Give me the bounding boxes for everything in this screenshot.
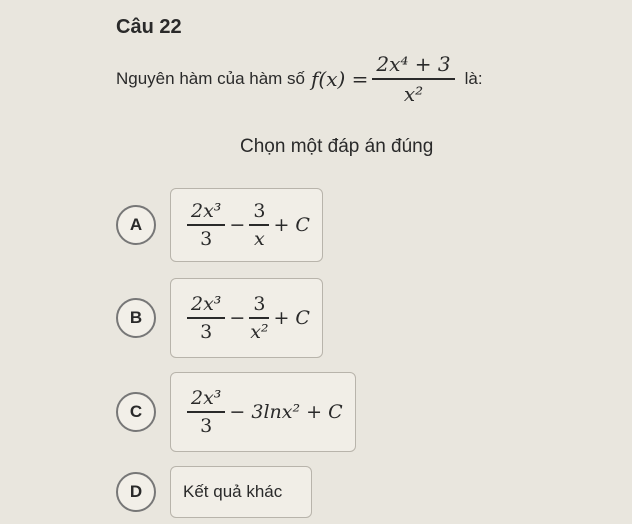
function-label: f(x) = — [311, 67, 369, 91]
option-d-text: Kết quả khác — [183, 482, 283, 501]
option-b-radio[interactable]: B — [116, 298, 156, 338]
question-statement — [116, 44, 483, 114]
answer-prompt: Chọn một đáp án đúng — [240, 136, 434, 157]
option-a-answer[interactable] — [170, 188, 323, 262]
question-text: Nguyên hàm của hàm số — [116, 69, 305, 88]
option-a-fraction-1 — [187, 200, 225, 250]
option-c-radio[interactable]: C — [116, 392, 156, 432]
option-c[interactable] — [116, 372, 356, 452]
option-d-radio[interactable]: D — [116, 472, 156, 512]
option-b-fraction-2 — [249, 293, 269, 343]
option-c-fraction-1 — [187, 387, 225, 437]
option-b-fraction-1 — [187, 293, 225, 343]
option-b-num-1: 2x³ — [187, 293, 225, 319]
option-b-constant: + C — [273, 307, 310, 329]
option-a-operator: − — [229, 214, 246, 236]
option-a-den-2: x — [254, 228, 265, 250]
option-a[interactable] — [116, 188, 323, 262]
option-b[interactable] — [116, 278, 323, 358]
question-denominator: x² — [403, 82, 424, 106]
option-c-rest: − 3lnx² + C — [229, 401, 343, 423]
option-d[interactable] — [116, 466, 312, 518]
question-title: Câu 22 — [116, 16, 182, 38]
question-tail: là: — [464, 69, 483, 88]
option-c-num-1: 2x³ — [187, 387, 225, 413]
option-b-answer[interactable] — [170, 278, 323, 358]
option-c-answer[interactable] — [170, 372, 356, 452]
option-a-constant: + C — [273, 214, 310, 236]
option-a-fraction-2 — [249, 200, 269, 250]
option-a-num-1: 2x³ — [187, 200, 225, 226]
option-b-den-2: x² — [250, 321, 269, 343]
option-c-den-1: 3 — [200, 415, 213, 437]
option-a-den-1: 3 — [200, 228, 213, 250]
option-b-den-1: 3 — [200, 321, 213, 343]
question-fraction — [372, 52, 454, 106]
option-a-radio[interactable]: A — [116, 205, 156, 245]
option-b-num-2: 3 — [249, 293, 269, 319]
option-d-answer[interactable] — [170, 466, 312, 518]
option-b-operator: − — [229, 307, 246, 329]
option-a-num-2: 3 — [249, 200, 269, 226]
question-numerator: 2x⁴ + 3 — [372, 52, 454, 80]
